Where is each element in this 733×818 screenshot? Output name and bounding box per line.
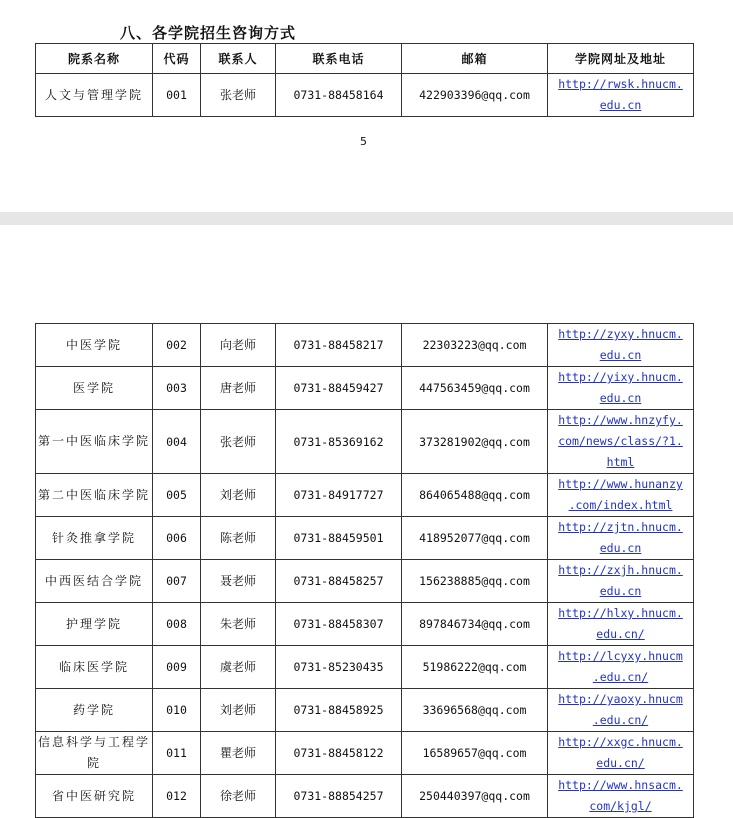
email-address: 373281902@qq.com bbox=[402, 410, 548, 474]
contact-person: 刘老师 bbox=[201, 689, 276, 732]
email-address: 250440397@qq.com bbox=[402, 775, 548, 818]
header-cell: 学院网址及地址 bbox=[548, 44, 694, 74]
website-link[interactable]: .edu.cn/ bbox=[592, 670, 649, 684]
website-cell bbox=[548, 646, 694, 689]
college-name: 第二中医临床学院 bbox=[36, 474, 153, 517]
header-cell: 邮箱 bbox=[402, 44, 548, 74]
table-row bbox=[36, 367, 694, 410]
website-cell bbox=[548, 74, 694, 117]
website-link[interactable]: http://www.hnzyfy. bbox=[558, 413, 683, 427]
college-code: 008 bbox=[153, 603, 201, 646]
email-address: 897846734@qq.com bbox=[402, 603, 548, 646]
website-link[interactable]: .edu.cn/ bbox=[592, 713, 649, 727]
website-cell bbox=[548, 689, 694, 732]
website-link[interactable]: http://rwsk.hnucm. bbox=[558, 77, 683, 91]
contact-person: 聂老师 bbox=[201, 560, 276, 603]
header-cell: 院系名称 bbox=[36, 44, 153, 74]
website-link[interactable]: http://zxjh.hnucm. bbox=[558, 563, 683, 577]
website-cell bbox=[548, 775, 694, 818]
website-cell bbox=[548, 603, 694, 646]
page-number: 5 bbox=[360, 135, 367, 148]
website-cell bbox=[548, 324, 694, 367]
college-name: 中医学院 bbox=[36, 324, 153, 367]
phone-number: 0731-88458257 bbox=[276, 560, 402, 603]
website-link[interactable]: com/news/class/?1. bbox=[558, 434, 683, 448]
website-link[interactable]: http://hlxy.hnucm. bbox=[558, 606, 683, 620]
phone-number: 0731-88459427 bbox=[276, 367, 402, 410]
contact-person: 陈老师 bbox=[201, 517, 276, 560]
phone-number: 0731-88458217 bbox=[276, 324, 402, 367]
website-link[interactable]: com/kjgl/ bbox=[589, 799, 652, 813]
header-cell: 联系人 bbox=[201, 44, 276, 74]
website-link[interactable]: edu.cn/ bbox=[596, 627, 645, 641]
website-cell bbox=[548, 732, 694, 775]
contact-person: 虞老师 bbox=[201, 646, 276, 689]
website-link[interactable]: edu.cn bbox=[599, 98, 642, 112]
header-cell: 代码 bbox=[153, 44, 201, 74]
header-cell: 联系电话 bbox=[276, 44, 402, 74]
email-address: 33696568@qq.com bbox=[402, 689, 548, 732]
website-link[interactable]: http://yaoxy.hnucm bbox=[558, 692, 683, 706]
phone-number: 0731-88458164 bbox=[276, 74, 402, 117]
website-link[interactable]: edu.cn bbox=[599, 391, 642, 405]
website-link[interactable]: edu.cn bbox=[599, 541, 642, 555]
page-separator bbox=[0, 212, 733, 225]
phone-number: 0731-85369162 bbox=[276, 410, 402, 474]
contact-person: 向老师 bbox=[201, 324, 276, 367]
table-row bbox=[36, 74, 694, 117]
table-header-row bbox=[36, 44, 694, 74]
website-link[interactable]: edu.cn bbox=[599, 348, 642, 362]
table-row bbox=[36, 324, 694, 367]
contact-person: 张老师 bbox=[201, 410, 276, 474]
website-link[interactable]: .com/index.html bbox=[568, 498, 673, 512]
website-cell bbox=[548, 560, 694, 603]
email-address: 418952077@qq.com bbox=[402, 517, 548, 560]
contact-person: 刘老师 bbox=[201, 474, 276, 517]
table-row bbox=[36, 603, 694, 646]
college-code: 005 bbox=[153, 474, 201, 517]
table-row bbox=[36, 689, 694, 732]
contact-person: 唐老师 bbox=[201, 367, 276, 410]
website-link[interactable]: http://xxgc.hnucm. bbox=[558, 735, 683, 749]
website-cell bbox=[548, 517, 694, 560]
website-link[interactable]: edu.cn bbox=[599, 584, 642, 598]
website-link[interactable]: http://zyxy.hnucm. bbox=[558, 327, 683, 341]
contact-table-page2 bbox=[35, 323, 694, 818]
phone-number: 0731-88854257 bbox=[276, 775, 402, 818]
college-code: 003 bbox=[153, 367, 201, 410]
section-title: 八、各学院招生咨询方式 bbox=[120, 24, 297, 42]
college-code: 010 bbox=[153, 689, 201, 732]
college-name: 护理学院 bbox=[36, 603, 153, 646]
phone-number: 0731-88458122 bbox=[276, 732, 402, 775]
email-address: 422903396@qq.com bbox=[402, 74, 548, 117]
table-row bbox=[36, 474, 694, 517]
email-address: 16589657@qq.com bbox=[402, 732, 548, 775]
college-name: 临床医学院 bbox=[36, 646, 153, 689]
email-address: 51986222@qq.com bbox=[402, 646, 548, 689]
website-cell bbox=[548, 410, 694, 474]
college-code: 006 bbox=[153, 517, 201, 560]
phone-number: 0731-88459501 bbox=[276, 517, 402, 560]
email-address: 156238885@qq.com bbox=[402, 560, 548, 603]
college-code: 007 bbox=[153, 560, 201, 603]
college-code: 002 bbox=[153, 324, 201, 367]
contact-person: 张老师 bbox=[201, 74, 276, 117]
college-name: 医学院 bbox=[36, 367, 153, 410]
college-code: 009 bbox=[153, 646, 201, 689]
website-link[interactable]: http://lcyxy.hnucm bbox=[558, 649, 683, 663]
college-name: 人文与管理学院 bbox=[36, 74, 153, 117]
email-address: 447563459@qq.com bbox=[402, 367, 548, 410]
phone-number: 0731-88458925 bbox=[276, 689, 402, 732]
college-code: 004 bbox=[153, 410, 201, 474]
website-link[interactable]: http://yixy.hnucm. bbox=[558, 370, 683, 384]
college-name: 省中医研究院 bbox=[36, 775, 153, 818]
contact-person: 瞿老师 bbox=[201, 732, 276, 775]
college-name: 针灸推拿学院 bbox=[36, 517, 153, 560]
email-address: 864065488@qq.com bbox=[402, 474, 548, 517]
contact-person: 朱老师 bbox=[201, 603, 276, 646]
website-cell bbox=[548, 367, 694, 410]
contact-table-page1 bbox=[35, 43, 694, 117]
table-row bbox=[36, 732, 694, 775]
table-row bbox=[36, 560, 694, 603]
college-name: 中西医结合学院 bbox=[36, 560, 153, 603]
website-link[interactable]: http://www.hunanzy bbox=[558, 477, 683, 491]
college-code: 011 bbox=[153, 732, 201, 775]
college-code: 001 bbox=[153, 74, 201, 117]
website-cell bbox=[548, 474, 694, 517]
website-link[interactable]: html bbox=[606, 455, 635, 469]
email-address: 22303223@qq.com bbox=[402, 324, 548, 367]
table-row bbox=[36, 646, 694, 689]
college-name: 药学院 bbox=[36, 689, 153, 732]
contact-person: 徐老师 bbox=[201, 775, 276, 818]
college-name: 第一中医临床学院 bbox=[36, 410, 153, 474]
college-name: 信息科学与工程学院 bbox=[36, 732, 153, 775]
website-link[interactable]: edu.cn/ bbox=[596, 756, 645, 770]
website-link[interactable]: http://www.hnsacm. bbox=[558, 778, 683, 792]
table-row bbox=[36, 410, 694, 474]
phone-number: 0731-84917727 bbox=[276, 474, 402, 517]
table-row bbox=[36, 517, 694, 560]
college-code: 012 bbox=[153, 775, 201, 818]
table-row bbox=[36, 775, 694, 818]
phone-number: 0731-85230435 bbox=[276, 646, 402, 689]
website-link[interactable]: http://zjtn.hnucm. bbox=[558, 520, 683, 534]
phone-number: 0731-88458307 bbox=[276, 603, 402, 646]
